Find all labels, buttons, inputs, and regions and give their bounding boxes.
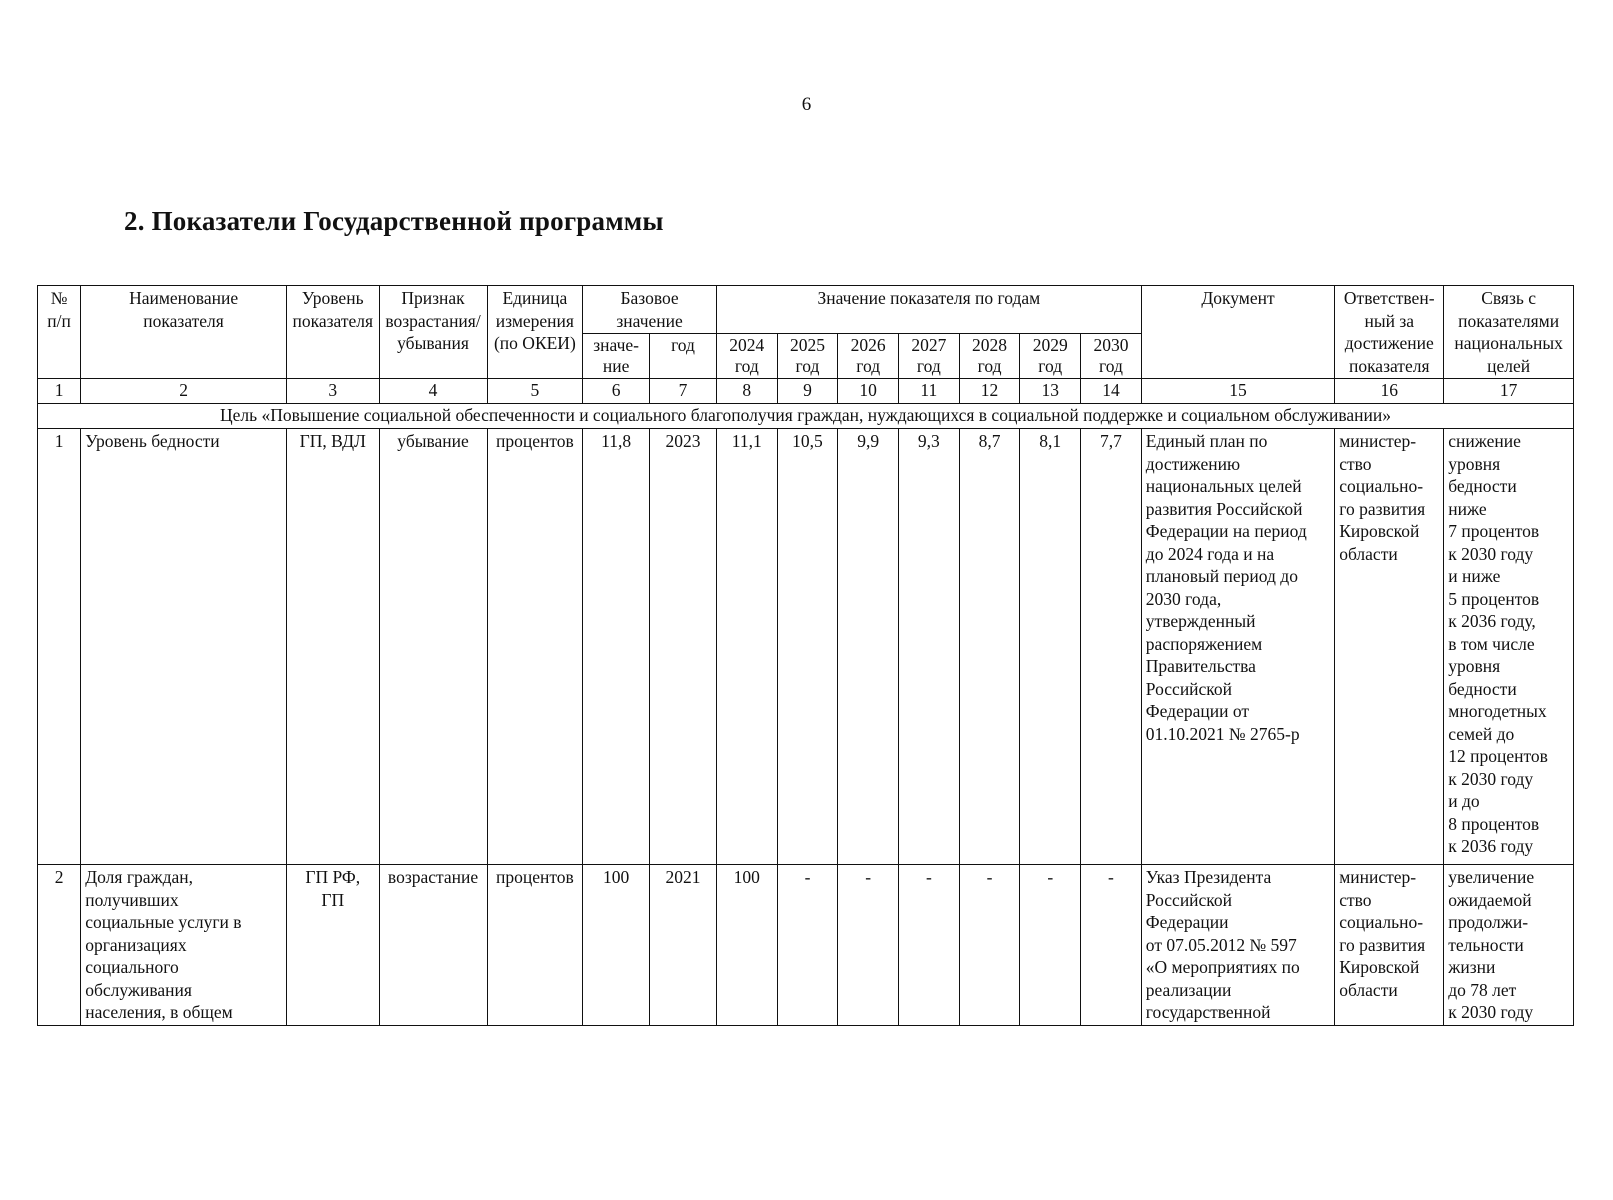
column-number: 11 <box>899 379 960 404</box>
column-number: 14 <box>1081 379 1142 404</box>
row-value-2027: 9,3 <box>899 429 960 865</box>
row-base-value: 11,8 <box>583 429 650 865</box>
column-number: 15 <box>1141 379 1334 404</box>
goal-text: Цель «Повышение социальной обеспеченности и социального благополучия граждан, нуждающихся в социальной поддержке и социальном обслуживании» <box>38 404 1574 429</box>
header-year-2029: 2029 год <box>1020 334 1081 379</box>
header-base-value: значе- ние <box>583 334 650 379</box>
header-sign: Признак возрастания/ убывания <box>379 286 487 379</box>
column-number: 4 <box>379 379 487 404</box>
table-row <box>38 429 1574 865</box>
row-value-2029: 8,1 <box>1020 429 1081 865</box>
row-value-2030: - <box>1081 865 1142 1026</box>
row-name: Уровень бедности <box>81 429 287 865</box>
row-name: Доля граждан, получивших социальные услуги в организациях социального обслуживания населения, в общем <box>81 865 287 1026</box>
row-num: 1 <box>38 429 81 865</box>
column-number: 5 <box>487 379 583 404</box>
row-value-2025: 10,5 <box>777 429 838 865</box>
row-base-year: 2021 <box>650 865 717 1026</box>
row-base-value: 100 <box>583 865 650 1026</box>
row-document: Указ Президента Российской Федерации от 07.05.2012 № 597 «О мероприятиях по реализации государственной <box>1141 865 1334 1026</box>
row-value-2024: 11,1 <box>716 429 777 865</box>
row-unit: процентов <box>487 429 583 865</box>
column-number: 9 <box>777 379 838 404</box>
column-number: 2 <box>81 379 287 404</box>
header-row-top <box>38 286 1574 334</box>
row-value-2028: 8,7 <box>959 429 1020 865</box>
header-unit: Единица измерения (по ОКЕИ) <box>487 286 583 379</box>
header-num: № п/п <box>38 286 81 379</box>
row-value-2026: - <box>838 865 899 1026</box>
row-value-2024: 100 <box>716 865 777 1026</box>
section-title: 2. Показатели Государственной программы <box>124 206 664 236</box>
column-number: 8 <box>716 379 777 404</box>
goal-row <box>38 404 1574 429</box>
header-level: Уровень показателя <box>286 286 379 379</box>
row-sign: убывание <box>379 429 487 865</box>
row-value-2028: - <box>959 865 1020 1026</box>
row-level: ГП РФ, ГП <box>286 865 379 1026</box>
row-value-2030: 7,7 <box>1081 429 1142 865</box>
row-unit: процентов <box>487 865 583 1026</box>
header-year-2025: 2025 год <box>777 334 838 379</box>
row-base-year: 2023 <box>650 429 717 865</box>
row-link: снижение уровня бедности ниже 7 процентов к 2030 году и ниже 5 процентов к 2036 году, в том числе уровня бедности многодетных семей до 12 процентов к 2030 году и до 8 процентов к 2036 году <box>1444 429 1574 865</box>
header-name: Наименование показателя <box>81 286 287 379</box>
header-link: Связь с показателями национальных целей <box>1444 286 1574 379</box>
row-document: Единый план по достижению национальных целей развития Российской Федерации на период до 2024 года и на плановый период до 2030 года, утвержденный распоряжением Правительства Российской Федерации от 01.10.2021 № 2765-р <box>1141 429 1334 865</box>
table-row <box>38 865 1574 1026</box>
row-value-2029: - <box>1020 865 1081 1026</box>
row-responsible: министер- ство социально- го развития Кировской области <box>1335 865 1444 1026</box>
column-number-row <box>38 379 1574 404</box>
header-document: Документ <box>1141 286 1334 379</box>
header-years-group: Значение показателя по годам <box>716 286 1141 334</box>
page-number: 6 <box>801 94 812 115</box>
column-number: 7 <box>650 379 717 404</box>
header-responsible: Ответствен- ный за достижение показателя <box>1335 286 1444 379</box>
row-responsible: министер- ство социально- го развития Кировской области <box>1335 429 1444 865</box>
header-year-2028: 2028 год <box>959 334 1020 379</box>
column-number: 10 <box>838 379 899 404</box>
row-sign: возрастание <box>379 865 487 1026</box>
column-number: 3 <box>286 379 379 404</box>
header-base-year: год <box>650 334 717 379</box>
row-value-2025: - <box>777 865 838 1026</box>
row-level: ГП, ВДЛ <box>286 429 379 865</box>
column-number: 17 <box>1444 379 1574 404</box>
row-value-2026: 9,9 <box>838 429 899 865</box>
row-value-2027: - <box>899 865 960 1026</box>
header-base: Базовое значение <box>583 286 717 334</box>
column-number: 1 <box>38 379 81 404</box>
header-year-2027: 2027 год <box>899 334 960 379</box>
row-link: увеличение ожидаемой продолжи- тельности жизни до 78 лет к 2030 году <box>1444 865 1574 1026</box>
row-num: 2 <box>38 865 81 1026</box>
column-number: 6 <box>583 379 650 404</box>
column-number: 13 <box>1020 379 1081 404</box>
column-number: 12 <box>959 379 1020 404</box>
header-year-2026: 2026 год <box>838 334 899 379</box>
header-year-2030: 2030 год <box>1081 334 1142 379</box>
column-number: 16 <box>1335 379 1444 404</box>
header-year-2024: 2024 год <box>716 334 777 379</box>
indicators-table <box>37 285 1574 1026</box>
